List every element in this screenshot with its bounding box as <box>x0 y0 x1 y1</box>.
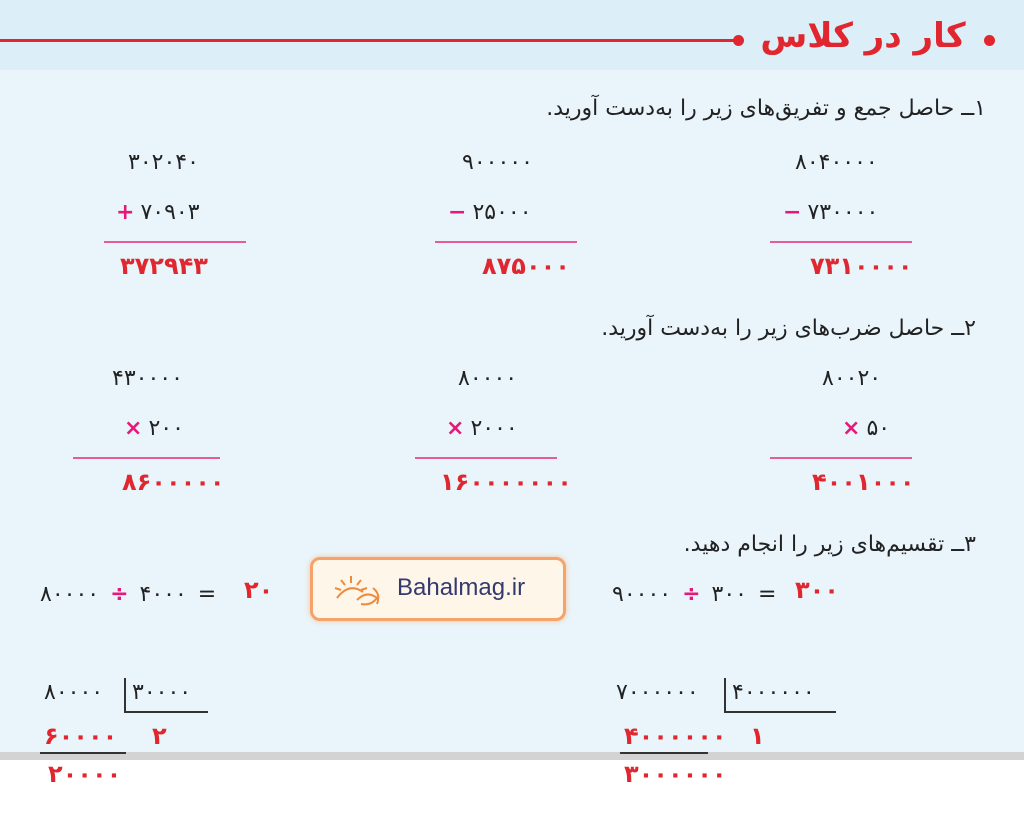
subtraction-line <box>40 752 126 754</box>
operand-bottom-row <box>783 200 878 225</box>
quotient: ۱ <box>750 722 765 750</box>
equals-sign: = <box>757 582 777 607</box>
question-3-prompt: ۳ــ تقسیم‌های زیر را انجام دهید. <box>683 532 976 557</box>
subtrahend: ۴۰۰۰۰۰۰ <box>624 722 727 750</box>
header-dot-left <box>733 35 744 46</box>
operand-bottom-row <box>448 200 532 225</box>
section-title: کار در کلاس <box>760 16 966 56</box>
times-icon: × <box>446 416 465 441</box>
dividend: ۹۰۰۰۰ <box>612 582 672 607</box>
division-bar-horizontal <box>124 711 208 713</box>
bottom-divider <box>0 752 1024 760</box>
answer: ۴۰۰۱۰۰۰ <box>812 468 915 496</box>
sum-line <box>770 241 912 243</box>
times-icon: × <box>124 416 143 441</box>
operand-top: ۴۳۰۰۰۰ <box>112 366 183 391</box>
dividend: ۸۰۰۰۰ <box>40 582 100 607</box>
division-bar-vertical <box>124 678 126 712</box>
quotient: ۲ <box>152 722 167 750</box>
minus-icon: − <box>448 200 467 225</box>
answer: ۳۷۲۹۴۳ <box>120 252 208 280</box>
plus-icon: + <box>116 200 135 225</box>
product-line <box>73 457 220 459</box>
operand-bottom: ۲۰۰ <box>148 416 184 441</box>
operand-bottom-row <box>116 200 200 225</box>
watermark-badge <box>310 557 566 621</box>
remainder: ۳۰۰۰۰۰۰ <box>624 760 727 788</box>
operand-bottom: ۷۳۰۰۰۰ <box>807 200 879 225</box>
operand-bottom: ۵۰ <box>866 416 891 441</box>
dividend: ۸۰۰۰۰ <box>44 680 104 705</box>
divisor: ۴۰۰۰ <box>139 582 187 607</box>
answer: ۸۷۵۰۰۰ <box>482 252 570 280</box>
product-line <box>415 457 557 459</box>
header-dot-right <box>984 35 995 46</box>
operand-bottom: ۷۰۹۰۳ <box>140 200 200 225</box>
operand-bottom-row <box>842 416 890 441</box>
operand-bottom: ۲۵۰۰۰ <box>472 200 532 225</box>
equals-sign: = <box>197 582 217 607</box>
header-rule <box>0 39 740 42</box>
answer: ۷۳۱۰۰۰۰ <box>810 252 913 280</box>
bottom-margin <box>0 760 1024 826</box>
watermark-text: Bahalmag.ir <box>397 574 526 601</box>
minus-icon: − <box>783 200 802 225</box>
divide-icon: ÷ <box>682 582 701 607</box>
answer: ۳۰۰ <box>795 576 839 604</box>
operand-top: ۳۰۲۰۴۰ <box>128 150 199 175</box>
division-bar-vertical <box>724 678 726 712</box>
answer: ۲۰ <box>244 576 274 604</box>
operand-bottom-row <box>446 416 518 441</box>
equation-row <box>612 582 780 607</box>
divisor: ۳۰۰ <box>711 582 747 607</box>
sum-line <box>435 241 577 243</box>
divisor: ۴۰۰۰۰۰۰ <box>732 680 815 705</box>
question-2-prompt: ۲ــ حاصل ضرب‌های زیر را به‌دست آورید. <box>601 316 976 341</box>
sun-logo-icon <box>327 570 389 610</box>
times-icon: × <box>842 416 861 441</box>
operand-top: ۹۰۰۰۰۰ <box>462 150 533 175</box>
equation-row <box>40 582 220 607</box>
subtraction-line <box>620 752 708 754</box>
operand-top: ۸۰۰۲۰ <box>822 366 882 391</box>
question-1-prompt: ۱ــ حاصل جمع و تفریق‌های زیر را به‌دست آورید. <box>546 96 986 121</box>
answer: ۸۶۰۰۰۰۰ <box>122 468 225 496</box>
divisor: ۳۰۰۰۰ <box>132 680 192 705</box>
operand-bottom-row <box>124 416 184 441</box>
answer: ۱۶۰۰۰۰۰۰۰ <box>440 468 572 496</box>
divide-icon: ÷ <box>110 582 129 607</box>
dividend: ۷۰۰۰۰۰۰ <box>616 680 699 705</box>
sum-line <box>104 241 246 243</box>
operand-top: ۸۰۰۰۰ <box>458 366 518 391</box>
remainder: ۲۰۰۰۰ <box>48 760 122 788</box>
subtrahend: ۶۰۰۰۰ <box>44 722 118 750</box>
operand-top: ۸۰۴۰۰۰۰ <box>795 150 878 175</box>
product-line <box>770 457 912 459</box>
operand-bottom: ۲۰۰۰ <box>470 416 518 441</box>
division-bar-horizontal <box>724 711 836 713</box>
